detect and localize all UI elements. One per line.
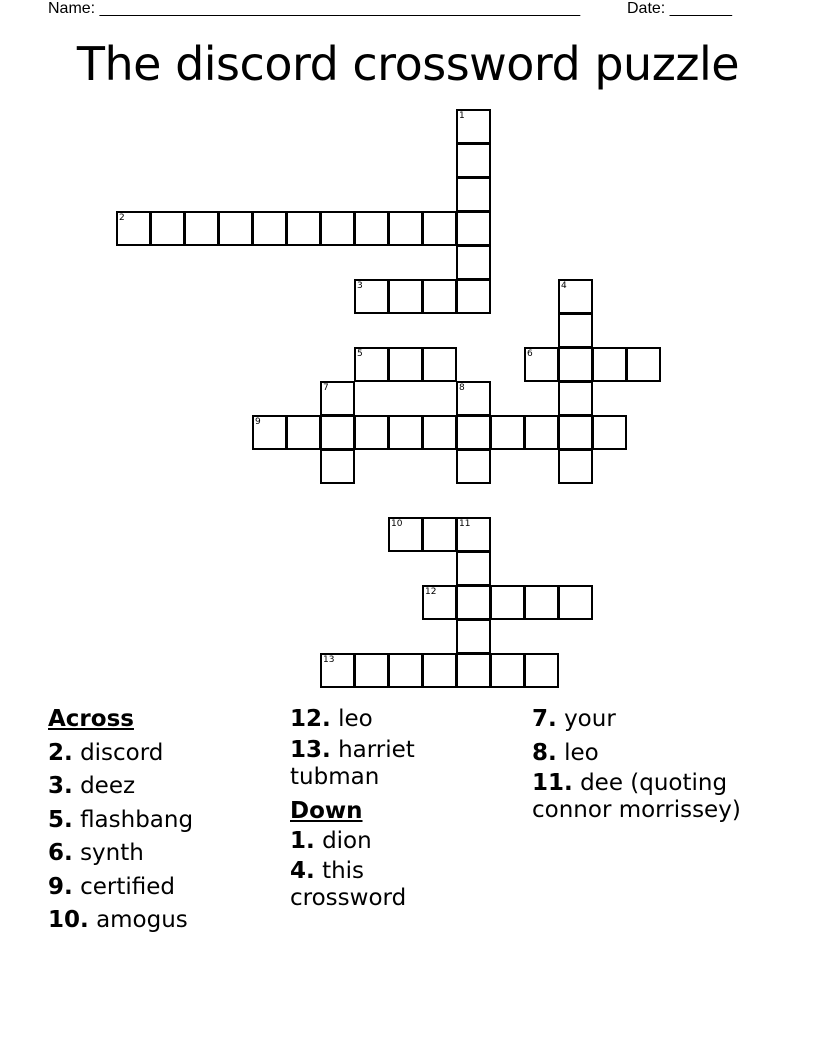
grid-cell[interactable] bbox=[456, 517, 491, 552]
date-field-label: Date: _______ bbox=[627, 0, 732, 17]
grid-cell[interactable] bbox=[354, 279, 389, 314]
grid-cell[interactable] bbox=[354, 211, 389, 246]
name-field-label: Name: ______________________________________________________ bbox=[48, 0, 581, 17]
clue-across-9: 9. certified bbox=[48, 873, 175, 900]
grid-cell[interactable] bbox=[524, 347, 559, 382]
grid-cell[interactable] bbox=[456, 381, 491, 416]
grid-cell[interactable] bbox=[490, 653, 525, 688]
grid-cell[interactable] bbox=[354, 347, 389, 382]
grid-cell[interactable] bbox=[558, 279, 593, 314]
grid-cell[interactable] bbox=[558, 381, 593, 416]
grid-cell[interactable] bbox=[388, 653, 423, 688]
grid-cell[interactable] bbox=[320, 415, 355, 450]
clue-number: 5 bbox=[357, 349, 363, 359]
grid-cell[interactable] bbox=[150, 211, 185, 246]
clue-number: 12 bbox=[425, 587, 437, 597]
grid-cell[interactable] bbox=[456, 177, 491, 212]
grid-cell[interactable] bbox=[456, 619, 491, 654]
grid-cell[interactable] bbox=[218, 211, 253, 246]
grid-cell[interactable] bbox=[524, 585, 559, 620]
clue-across-12: 12. leo bbox=[290, 706, 373, 732]
grid-cell[interactable] bbox=[354, 653, 389, 688]
clue-down-8: 8. leo bbox=[532, 739, 599, 766]
grid-cell[interactable] bbox=[626, 347, 661, 382]
clue-number: 1 bbox=[459, 111, 465, 121]
clue-down-7: 7. your bbox=[532, 706, 616, 732]
grid-cell[interactable] bbox=[320, 653, 355, 688]
grid-cell[interactable] bbox=[456, 415, 491, 450]
grid-cell[interactable] bbox=[422, 415, 457, 450]
grid-cell[interactable] bbox=[456, 585, 491, 620]
grid-cell[interactable] bbox=[592, 347, 627, 382]
clue-across-5: 5. flashbang bbox=[48, 806, 194, 833]
grid-cell[interactable] bbox=[422, 653, 457, 688]
grid-cell[interactable] bbox=[116, 211, 151, 246]
clue-number: 7 bbox=[323, 383, 329, 393]
grid-cell[interactable] bbox=[388, 415, 423, 450]
clue-across-10: 10. amogus bbox=[48, 907, 188, 933]
grid-cell[interactable] bbox=[422, 517, 457, 552]
grid-cell[interactable] bbox=[558, 585, 593, 620]
grid-cell[interactable] bbox=[422, 585, 457, 620]
grid-cell[interactable] bbox=[422, 279, 457, 314]
grid-cell[interactable] bbox=[388, 211, 423, 246]
grid-cell[interactable] bbox=[252, 415, 287, 450]
grid-cell[interactable] bbox=[388, 279, 423, 314]
clue-number: 6 bbox=[527, 349, 533, 359]
grid-cell[interactable] bbox=[456, 449, 491, 484]
clues-column-3 bbox=[532, 703, 792, 830]
clue-number: 2 bbox=[119, 213, 125, 223]
clue-number: 10 bbox=[391, 519, 403, 529]
grid-cell[interactable] bbox=[558, 415, 593, 450]
grid-cell[interactable] bbox=[456, 245, 491, 280]
grid-cell[interactable] bbox=[558, 313, 593, 348]
clue-number: 8 bbox=[459, 383, 465, 393]
grid-cell[interactable] bbox=[320, 211, 355, 246]
clue-number: 3 bbox=[357, 281, 363, 291]
down-heading: Down bbox=[290, 797, 363, 824]
grid-cell[interactable] bbox=[456, 653, 491, 688]
clue-across-13: 13. harriet tubman bbox=[290, 736, 415, 790]
grid-cell[interactable] bbox=[490, 415, 525, 450]
grid-cell[interactable] bbox=[422, 347, 457, 382]
grid-cell[interactable] bbox=[252, 211, 287, 246]
grid-cell[interactable] bbox=[456, 279, 491, 314]
clue-down-1: 1. dion bbox=[290, 827, 372, 854]
grid-cell[interactable] bbox=[388, 347, 423, 382]
clue-across-2: 2. discord bbox=[48, 739, 164, 766]
page-title: The discord crossword puzzle bbox=[76, 37, 740, 91]
grid-cell[interactable] bbox=[422, 211, 457, 246]
grid-cell[interactable] bbox=[184, 211, 219, 246]
grid-cell[interactable] bbox=[320, 381, 355, 416]
grid-cell[interactable] bbox=[456, 143, 491, 178]
clue-across-6: 6. synth bbox=[48, 840, 144, 866]
grid-cell[interactable] bbox=[354, 415, 389, 450]
grid-cell[interactable] bbox=[524, 653, 559, 688]
grid-cell[interactable] bbox=[456, 551, 491, 586]
clue-number: 9 bbox=[255, 417, 261, 427]
grid-cell[interactable] bbox=[286, 415, 321, 450]
clue-number: 13 bbox=[323, 655, 335, 665]
grid-cell[interactable] bbox=[558, 449, 593, 484]
clue-down-11: 11. dee (quoting connor morrissey) bbox=[532, 770, 741, 823]
grid-cell[interactable] bbox=[388, 517, 423, 552]
grid-cell[interactable] bbox=[524, 415, 559, 450]
clue-across-3: 3. deez bbox=[48, 773, 136, 799]
grid-cell[interactable] bbox=[558, 347, 593, 382]
grid-cell[interactable] bbox=[456, 109, 491, 144]
clues-column-1 bbox=[48, 703, 278, 938]
clue-number: 4 bbox=[561, 281, 567, 291]
grid-cell[interactable] bbox=[456, 211, 491, 246]
across-heading: Across bbox=[48, 706, 134, 732]
clue-number: 11 bbox=[459, 519, 471, 529]
grid-cell[interactable] bbox=[490, 585, 525, 620]
clue-down-4: 4. this crossword bbox=[290, 858, 407, 911]
grid-cell[interactable] bbox=[592, 415, 627, 450]
clues-column-2 bbox=[290, 703, 520, 918]
grid-cell[interactable] bbox=[286, 211, 321, 246]
grid-cell[interactable] bbox=[320, 449, 355, 484]
